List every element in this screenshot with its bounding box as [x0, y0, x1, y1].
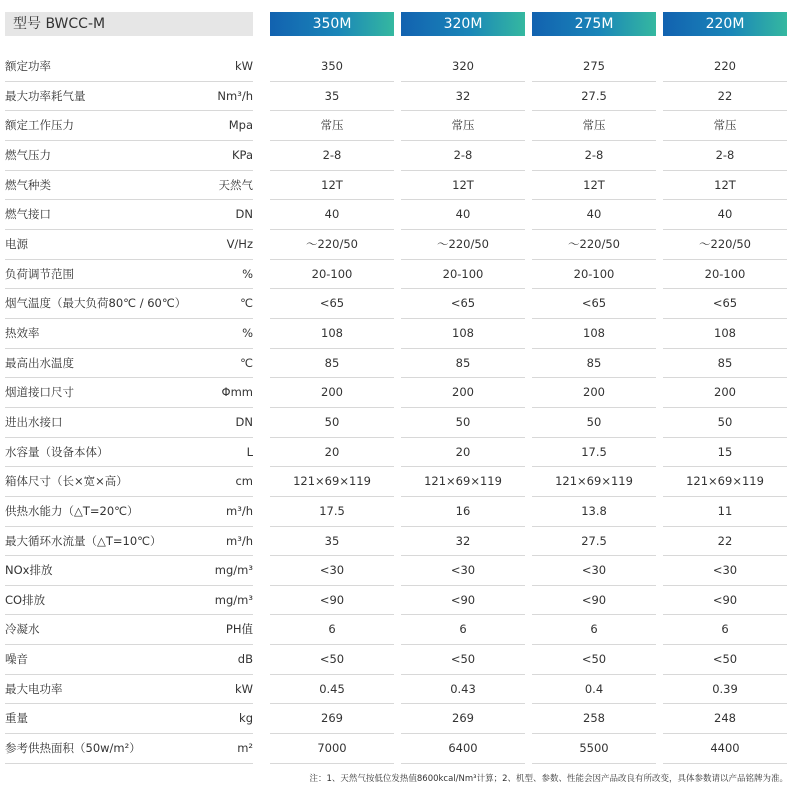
value-cell: 0.45: [319, 681, 345, 696]
table-row: [0, 438, 800, 468]
value-cell: 40: [717, 207, 733, 222]
value-cell: 275: [583, 59, 605, 73]
value-cell: 320: [452, 59, 474, 73]
value-cell: 6: [721, 622, 729, 637]
value-cell: ～220/50: [437, 236, 489, 251]
table-row: [0, 467, 800, 497]
value-cell: 6: [590, 622, 598, 637]
row-unit: kW: [234, 59, 253, 73]
value-cell: 32: [455, 88, 471, 103]
table-row: [0, 171, 800, 201]
table-header: [0, 12, 800, 36]
value-cell: 6: [328, 622, 336, 637]
value-cell: 2-8: [715, 147, 735, 162]
value-cell: 22: [717, 533, 733, 548]
row-label: 参考供热面积（50w/m²）: [5, 741, 141, 756]
row-label: 最大循环水流量（△T=10℃）: [5, 533, 162, 548]
value-cell: 248: [714, 711, 736, 726]
table-row: [0, 230, 800, 260]
value-cell: 40: [455, 207, 471, 222]
table-row: [0, 734, 800, 764]
row-label: CO排放: [5, 592, 46, 607]
value-cell: 11: [717, 503, 733, 518]
value-cell: 常压: [320, 118, 344, 133]
row-label: 烟道接口尺寸: [5, 385, 74, 400]
value-cell: <90: [450, 592, 476, 607]
value-cell: 常压: [713, 118, 737, 133]
row-label: 冷凝水: [5, 622, 40, 637]
value-cell: <90: [319, 592, 345, 607]
row-unit: mg/m³: [214, 592, 253, 607]
value-cell: 50: [324, 414, 340, 429]
model-column-header: 275M: [532, 12, 656, 36]
value-cell: <65: [712, 296, 738, 311]
value-cell: <65: [581, 296, 607, 311]
table-row: [0, 260, 800, 290]
table-row: [0, 82, 800, 112]
value-cell: 27.5: [581, 533, 607, 548]
row-label: 噪音: [5, 652, 28, 667]
row-unit: ℃: [240, 355, 253, 370]
row-unit: L: [246, 444, 253, 459]
table-row: [0, 645, 800, 675]
row-label: 烟气温度（最大负荷80℃ / 60℃）: [5, 296, 187, 311]
value-cell: ～220/50: [306, 236, 358, 251]
value-cell: <65: [450, 296, 476, 311]
value-cell: 200: [321, 385, 343, 400]
value-cell: 6400: [448, 741, 478, 756]
value-cell: 12T: [714, 177, 736, 192]
table-row: [0, 141, 800, 171]
value-cell: 85: [455, 355, 471, 370]
table-row: [0, 52, 800, 82]
value-cell: 12T: [452, 177, 474, 192]
value-cell: 40: [586, 207, 602, 222]
value-cell: <50: [712, 652, 738, 667]
row-unit: dB: [237, 652, 253, 667]
value-cell: 350: [321, 59, 343, 73]
row-unit: kW: [234, 681, 253, 696]
value-cell: 32: [455, 533, 471, 548]
value-cell: 121×69×119: [293, 474, 371, 489]
value-cell: 35: [324, 533, 340, 548]
row-unit: m³/h: [226, 533, 253, 548]
value-cell: 20-100: [704, 266, 746, 281]
value-cell: 121×69×119: [424, 474, 502, 489]
value-cell: 13.8: [581, 503, 607, 518]
row-label: 负荷调节范围: [5, 266, 74, 281]
value-cell: ～220/50: [699, 236, 751, 251]
value-cell: 269: [321, 711, 343, 726]
value-cell: 0.4: [584, 681, 604, 696]
row-divider: [532, 763, 656, 764]
row-label: 燃气种类: [5, 177, 51, 192]
value-cell: <30: [581, 563, 607, 578]
row-unit: kg: [239, 711, 253, 726]
table-row: [0, 615, 800, 645]
value-cell: 200: [452, 385, 474, 400]
row-divider: [270, 763, 394, 764]
value-cell: 85: [717, 355, 733, 370]
value-cell: 16: [455, 503, 471, 518]
row-unit: DN: [235, 207, 253, 222]
row-label: 进出水接口: [5, 414, 63, 429]
model-label: 型号 BWCC-M: [5, 12, 253, 36]
row-divider: [5, 763, 253, 764]
value-cell: 121×69×119: [555, 474, 633, 489]
table-row: [0, 408, 800, 438]
row-label: 供热水能力（△T=20℃）: [5, 503, 139, 518]
row-label: 额定工作压力: [5, 118, 74, 133]
value-cell: 2-8: [322, 147, 342, 162]
model-column-header: 350M: [270, 12, 394, 36]
row-unit: V/Hz: [226, 236, 253, 251]
value-cell: 108: [452, 325, 474, 340]
row-unit: Mpa: [228, 118, 253, 133]
footnote: 注：1、天然气按低位发热值8600kcal/Nm³计算；2、机型、参数、性能会因产品改良有所改变，具体参数请以产品铭牌为准。: [309, 774, 788, 784]
value-cell: 17.5: [319, 503, 345, 518]
value-cell: 27.5: [581, 88, 607, 103]
row-label: 最大功率耗气量: [5, 88, 86, 103]
value-cell: <90: [581, 592, 607, 607]
value-cell: 12T: [321, 177, 343, 192]
row-label: 燃气压力: [5, 147, 51, 162]
table-row: [0, 289, 800, 319]
value-cell: 108: [714, 325, 736, 340]
value-cell: <50: [319, 652, 345, 667]
value-cell: <30: [450, 563, 476, 578]
row-label: 电源: [5, 236, 28, 251]
value-cell: 200: [583, 385, 605, 400]
value-cell: 108: [321, 325, 343, 340]
value-cell: 4400: [710, 741, 740, 756]
row-unit: %: [242, 266, 253, 281]
value-cell: 2-8: [453, 147, 473, 162]
value-cell: 50: [455, 414, 471, 429]
row-label: 最大电功率: [5, 681, 63, 696]
value-cell: 12T: [583, 177, 605, 192]
row-unit: Nm³/h: [217, 88, 253, 103]
table-row: [0, 527, 800, 557]
model-column-header: 220M: [663, 12, 787, 36]
table-row: [0, 111, 800, 141]
table-row: [0, 704, 800, 734]
row-label: 额定功率: [5, 59, 51, 73]
table-row: [0, 586, 800, 616]
table-row: [0, 497, 800, 527]
row-unit: Φmm: [221, 385, 253, 400]
row-unit: DN: [235, 414, 253, 429]
value-cell: 20-100: [573, 266, 615, 281]
value-cell: 15: [717, 444, 733, 459]
value-cell: <65: [319, 296, 345, 311]
row-unit: cm: [235, 474, 253, 489]
row-label: 水容量（设备本体）: [5, 444, 109, 459]
value-cell: 20: [324, 444, 340, 459]
value-cell: 0.43: [450, 681, 476, 696]
value-cell: 0.39: [712, 681, 738, 696]
value-cell: 258: [583, 711, 605, 726]
value-cell: <30: [712, 563, 738, 578]
table-row: [0, 378, 800, 408]
row-label: 最高出水温度: [5, 355, 74, 370]
table-row: [0, 349, 800, 379]
value-cell: 7000: [317, 741, 347, 756]
value-cell: 269: [452, 711, 474, 726]
value-cell: 50: [586, 414, 602, 429]
value-cell: 20-100: [442, 266, 484, 281]
row-divider: [401, 763, 525, 764]
value-cell: 常压: [451, 118, 475, 133]
value-cell: 20-100: [311, 266, 353, 281]
value-cell: ～220/50: [568, 236, 620, 251]
row-label: 重量: [5, 711, 28, 726]
row-unit: 天然气: [218, 177, 253, 192]
value-cell: 40: [324, 207, 340, 222]
value-cell: 17.5: [581, 444, 607, 459]
value-cell: 20: [455, 444, 471, 459]
value-cell: <30: [319, 563, 345, 578]
value-cell: <50: [581, 652, 607, 667]
value-cell: 121×69×119: [686, 474, 764, 489]
value-cell: 22: [717, 88, 733, 103]
row-divider: [663, 763, 787, 764]
row-unit: m³/h: [226, 503, 253, 518]
row-unit: ℃: [240, 296, 253, 311]
row-unit: %: [242, 325, 253, 340]
table-row: [0, 556, 800, 586]
row-unit: PH值: [225, 622, 253, 637]
value-cell: <50: [450, 652, 476, 667]
value-cell: 85: [586, 355, 602, 370]
row-label: 燃气接口: [5, 207, 51, 222]
value-cell: 85: [324, 355, 340, 370]
value-cell: 常压: [582, 118, 606, 133]
value-cell: 35: [324, 88, 340, 103]
value-cell: 50: [717, 414, 733, 429]
spec-table: [0, 52, 800, 764]
value-cell: 200: [714, 385, 736, 400]
table-row: [0, 200, 800, 230]
value-cell: 2-8: [584, 147, 604, 162]
value-cell: 5500: [579, 741, 609, 756]
row-unit: KPa: [231, 147, 253, 162]
row-label: 箱体尺寸（长×宽×高）: [5, 474, 128, 489]
table-row: [0, 675, 800, 705]
table-row: [0, 319, 800, 349]
value-cell: 6: [459, 622, 467, 637]
model-column-header: 320M: [401, 12, 525, 36]
row-label: NOx排放: [5, 563, 53, 578]
row-unit: mg/m³: [214, 563, 253, 578]
value-cell: 220: [714, 59, 736, 73]
value-cell: 108: [583, 325, 605, 340]
value-cell: <90: [712, 592, 738, 607]
row-unit: m²: [237, 741, 253, 756]
row-label: 热效率: [5, 325, 40, 340]
